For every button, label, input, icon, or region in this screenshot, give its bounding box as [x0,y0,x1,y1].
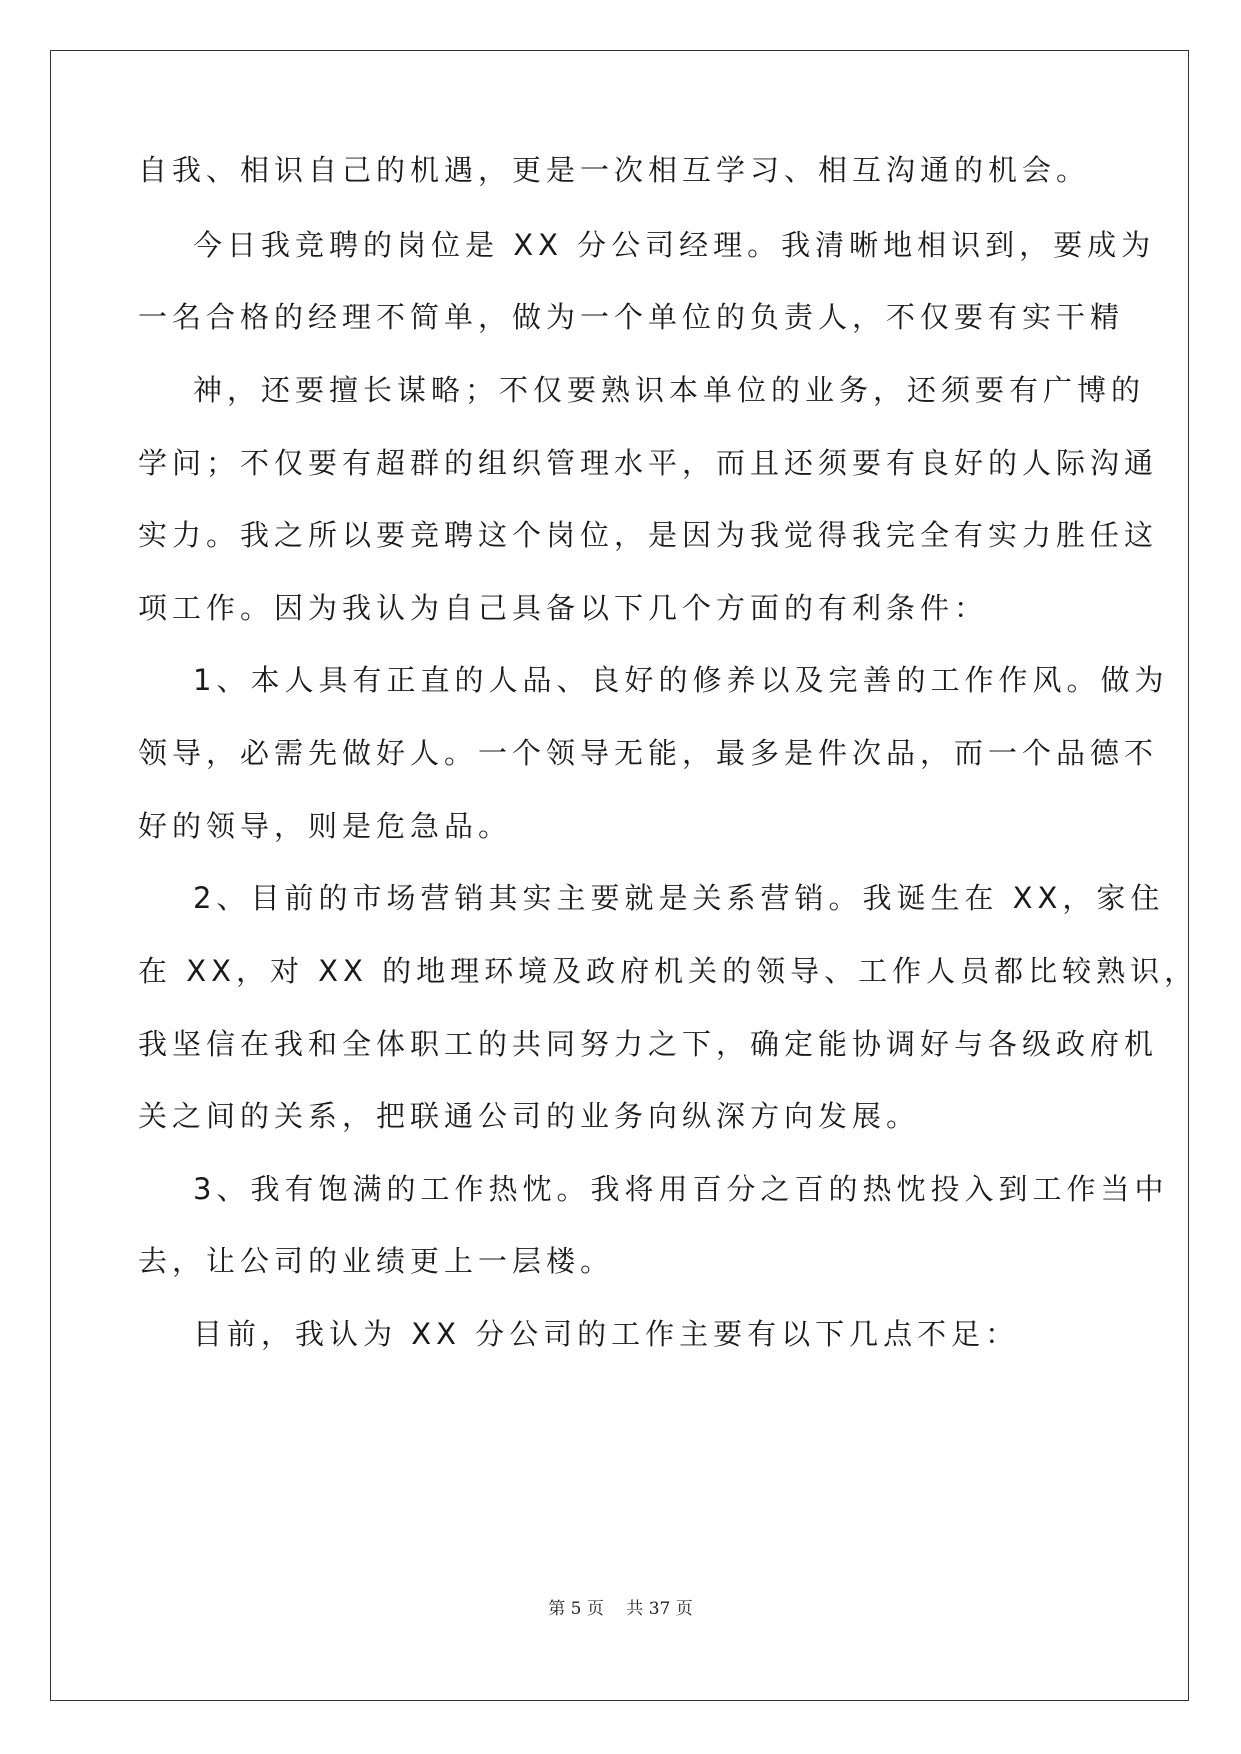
page-border [50,50,1189,1701]
text-line: 好的领导，则是危急品。 [138,809,513,843]
text-line: 项工作。因为我认为自己具备以下几个方面的有利条件： [138,591,989,625]
text-line: 自我、相识自己的机遇，更是一次相互学习、相互沟通的机会。 [138,153,1091,187]
paragraph-first-line: 今日我竞聘的岗位是 XX 分公司经理。我清晰地相识到，要成为 [193,228,1156,262]
paragraph-first-line: 2、目前的市场营销其实主要就是关系营销。我诞生在 XX，家住 [193,881,1165,915]
text-line: 神，还要擅长谋略；不仅要熟识本单位的业务，还须要有广博的 [193,373,1146,407]
text-line: 一名合格的经理不简单，做为一个单位的负责人，不仅要有实干精 [138,300,1125,334]
paragraph-first-line: 目前，我认为 XX 分公司的工作主要有以下几点不足： [193,1317,1020,1351]
text-line: 学问；不仅要有超群的组织管理水平，而且还须要有良好的人际沟通 [138,446,1159,480]
text-line: 领导，必需先做好人。一个领导无能，最多是件次品，而一个品德不 [138,736,1159,770]
text-line: 我坚信在我和全体职工的共同努力之下，确定能协调好与各级政府机 [138,1027,1159,1061]
paragraph-first-line: 1、本人具有正直的人品、良好的修养以及完善的工作作风。做为 [193,663,1169,697]
text-line: 实力。我之所以要竞聘这个岗位，是因为我觉得我完全有实力胜任这 [138,518,1159,552]
text-line: 在 XX，对 XX 的地理环境及政府机关的领导、工作人员都比较熟识， [138,954,1199,988]
paragraph-first-line: 3、我有饱满的工作热忱。我将用百分之百的热忱投入到工作当中 [193,1172,1169,1206]
page-number: 第 5 页 共 37 页 [548,1599,693,1619]
text-line: 去，让公司的业绩更上一层楼。 [138,1244,615,1278]
text-line: 关之间的关系，把联通公司的业务向纵深方向发展。 [138,1099,921,1133]
